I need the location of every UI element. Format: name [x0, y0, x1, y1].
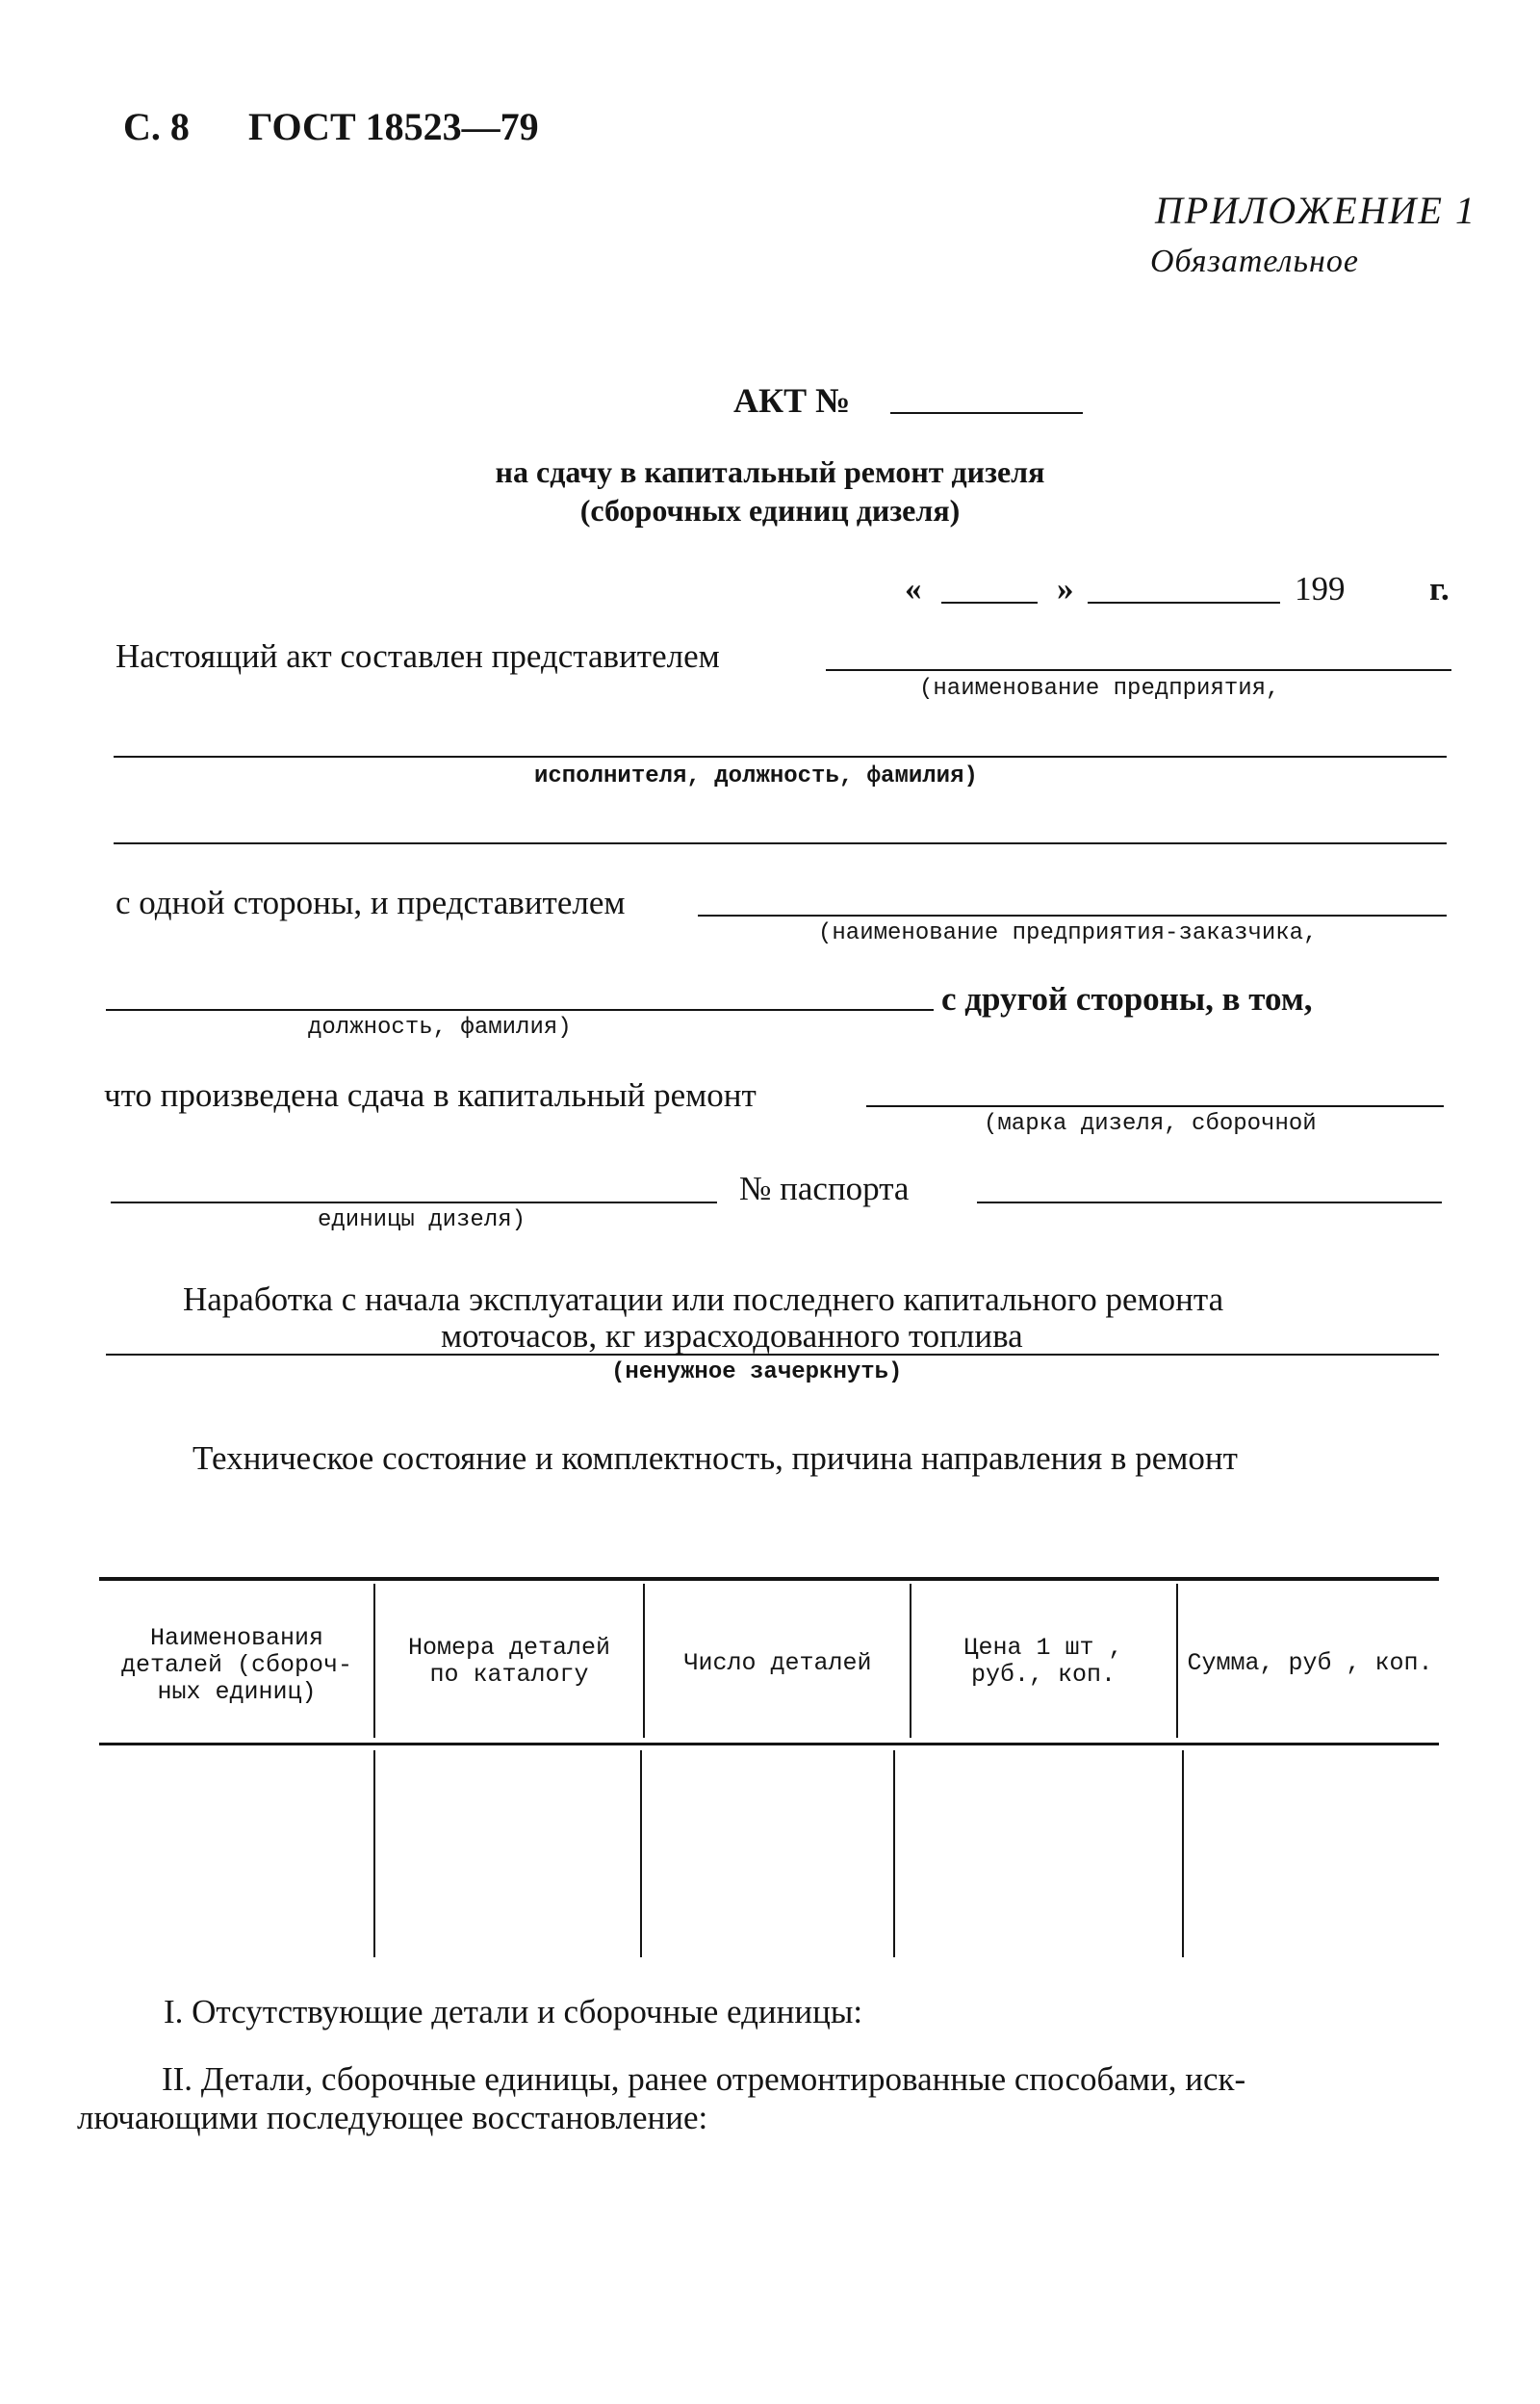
table-divider — [373, 1750, 375, 1957]
customer-name-field[interactable] — [106, 1009, 934, 1011]
act-intro-text: Настоящий акт составлен представителем — [116, 637, 720, 675]
repaired-parts-heading-1: II. Детали, сборочные единицы, ранее отремонтированные способами, иск- — [162, 2060, 1246, 2098]
table-header-rule — [99, 1743, 1439, 1745]
executor-org-hint: (наименование предприятия, — [919, 676, 1280, 702]
operation-hint: (ненужное зачеркнуть) — [611, 1359, 903, 1385]
executor-name-field[interactable] — [114, 756, 1447, 758]
table-divider — [640, 1750, 642, 1957]
act-subtitle-2: (сборочных единиц дизеля) — [579, 493, 961, 528]
column-header-count: Число деталей — [683, 1649, 872, 1677]
extra-field[interactable] — [114, 842, 1447, 844]
table-divider — [643, 1584, 645, 1738]
column-header-catalog: Номера деталей по каталогу — [407, 1634, 611, 1689]
handover-text: что произведена сдача в капитальный ремонт — [104, 1076, 757, 1114]
table-divider — [1182, 1750, 1184, 1957]
appendix-title: ПРИЛОЖЕНИЕ 1 — [1155, 189, 1476, 232]
column-header-name: Наименования деталей (сбороч- ных единиц) — [120, 1624, 353, 1706]
customer-name-hint: должность, фамилия) — [308, 1015, 572, 1041]
column-header-sum: Сумма, руб , коп. — [1187, 1649, 1433, 1677]
executor-name-hint: исполнителя, должность, фамилия) — [534, 763, 978, 789]
diesel-brand-hint: (марка дизеля, сборочной — [984, 1111, 1317, 1137]
gost-number: ГОСТ 18523—79 — [248, 105, 539, 148]
column-header-price: Цена 1 шт , руб., коп. — [963, 1634, 1123, 1689]
passport-label: № паспорта — [739, 1170, 910, 1207]
table-divider — [893, 1750, 895, 1957]
operation-field[interactable] — [106, 1354, 1439, 1356]
date-suffix: г. — [1429, 570, 1450, 607]
diesel-brand-field[interactable] — [866, 1105, 1444, 1107]
assembly-unit-hint: единицы дизеля) — [318, 1207, 526, 1233]
date-open-quote: « — [905, 570, 922, 607]
customer-org-hint: (наименование предприятия-заказчика, — [818, 920, 1318, 946]
act-subtitle-1: на сдачу в капитальный ремонт дизеля — [495, 454, 1045, 489]
date-close-quote: » — [1057, 570, 1074, 607]
passport-number-field[interactable] — [977, 1202, 1442, 1203]
operation-text-1: Наработка с начала эксплуатации или последнего капитального ремонта — [183, 1280, 1224, 1318]
page-number: С. 8 — [123, 105, 190, 148]
executor-org-field[interactable] — [826, 669, 1451, 671]
customer-org-field[interactable] — [698, 915, 1447, 917]
other-side-text: с другой стороны, в том, — [941, 980, 1313, 1018]
repaired-parts-heading-2: лючающими последующее восстановление: — [77, 2099, 708, 2136]
date-day-field[interactable] — [941, 602, 1038, 604]
missing-parts-heading: I. Отсутствующие детали и сборочные единицы: — [164, 1993, 863, 2030]
table-divider — [373, 1584, 375, 1738]
assembly-unit-field[interactable] — [111, 1202, 717, 1203]
date-year: 199 — [1295, 570, 1346, 607]
operation-text-2: моточасов, кг израсходованного топлива — [441, 1317, 1023, 1355]
act-title: АКТ № — [733, 381, 851, 420]
condition-text: Техническое состояние и комплектность, причина направления в ремонт — [192, 1439, 1238, 1477]
date-month-field[interactable] — [1088, 602, 1280, 604]
table-divider — [910, 1584, 911, 1738]
table-top-rule — [99, 1577, 1439, 1581]
customer-intro-text: с одной стороны, и представителем — [116, 884, 626, 921]
act-number-field[interactable] — [890, 412, 1083, 414]
appendix-status: Обязательное — [1150, 244, 1359, 279]
